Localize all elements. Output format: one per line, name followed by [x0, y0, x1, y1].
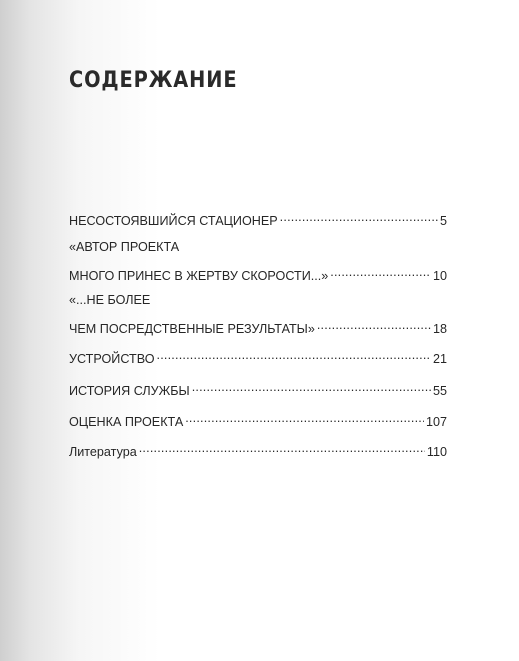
toc-entry-title: ОЦЕНКА ПРОЕКТА: [69, 415, 184, 429]
leader-dots: [192, 379, 431, 395]
toc-page-number: 55: [432, 384, 447, 398]
toc-entry[interactable]: [69, 410, 447, 429]
toc-entry-title: Литература: [69, 445, 137, 459]
toc-entry-title: УСТРОЙСТВО: [69, 352, 155, 366]
page-title: СОДЕРЖАНИЕ: [69, 68, 238, 93]
toc-entry-title: ЧЕМ ПОСРЕДСТВЕННЫЕ РЕЗУЛЬТАТЫ»: [69, 322, 315, 336]
toc-page-number: 21: [432, 352, 447, 366]
leader-dots: [317, 317, 431, 333]
toc-entry[interactable]: [69, 209, 447, 228]
toc-entry-title: МНОГО ПРИНЕС В ЖЕРТВУ СКОРОСТИ...»: [69, 269, 329, 283]
toc-page-number: 5: [439, 214, 447, 228]
leader-dots: [330, 264, 431, 280]
toc-entry-title: НЕСОСТОЯВШИЙСЯ СТАЦИОНЕР: [69, 214, 278, 228]
leader-dots: [185, 410, 424, 426]
leader-dots: [139, 440, 425, 456]
toc-entry[interactable]: [69, 292, 447, 336]
toc-page-number: 10: [432, 269, 447, 283]
toc-page-number: 110: [426, 445, 447, 459]
toc-entry[interactable]: [69, 239, 447, 283]
leader-dots: [157, 347, 431, 363]
toc-entry[interactable]: [69, 379, 447, 398]
toc-entry[interactable]: [69, 440, 447, 459]
toc-page-number: 18: [432, 322, 447, 336]
toc-entry-title: «АВТОР ПРОЕКТА: [69, 240, 180, 254]
toc-page-number: 107: [425, 415, 447, 429]
toc-entry-title: «...НЕ БОЛЕЕ: [69, 293, 151, 307]
toc-entry-title: ИСТОРИЯ СЛУЖБЫ: [69, 384, 190, 398]
leader-dots: [280, 209, 438, 225]
toc-entry[interactable]: [69, 347, 447, 366]
